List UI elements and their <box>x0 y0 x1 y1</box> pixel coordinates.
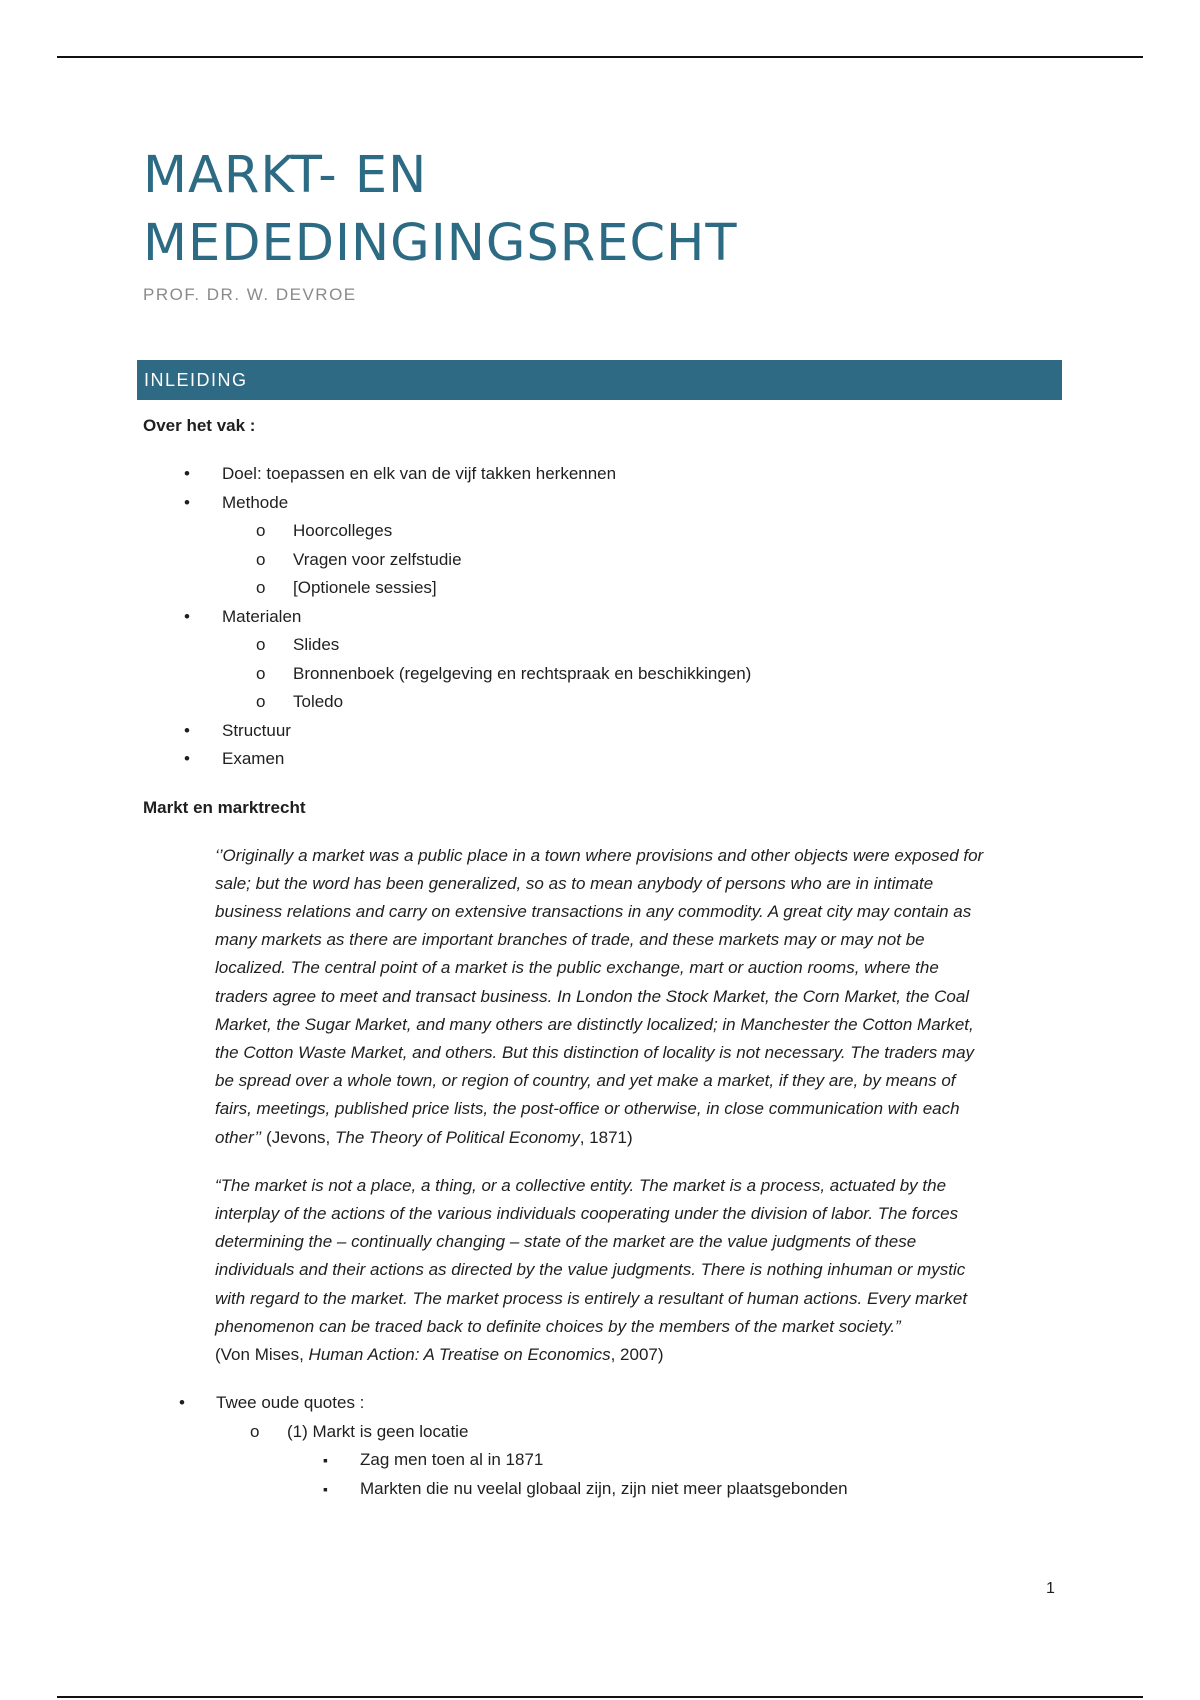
section-banner-label: INLEIDING <box>144 370 248 390</box>
quote-line: the Cotton Waste Market, and others. But this distinction of locality is not necessary. The traders may <box>215 1042 975 1062</box>
quote-line: traders agree to meet and transact business. In London the Stock Market, the Corn Market, the Coal <box>215 986 970 1006</box>
header-rule <box>57 56 1143 58</box>
quote-line: with regard to the market. The market process is entirely a resultant of human actions. Every market <box>215 1288 968 1308</box>
author-subtitle: PROF. DR. W. DEVROE <box>143 285 357 304</box>
heading-over-het-vak: Over het vak : <box>143 416 256 435</box>
quote-line: interplay of the actions of the various individuals cooperating under the division of labor. The forces <box>215 1203 959 1223</box>
list-item: • Structuur <box>143 717 1063 746</box>
quotes-summary-list <box>143 1389 1063 1503</box>
sub-list <box>222 631 1063 717</box>
list-item: • Examen <box>143 745 1063 774</box>
quote-line: ‘’Originally a market was a public place in a town where provisions and other objects were exposed for <box>215 845 984 865</box>
quote-jevons <box>215 842 1055 1152</box>
title-line-2: MEDEDINGINGSRECHT <box>143 214 738 273</box>
sub-list-item: o Vragen voor zelfstudie <box>222 546 1063 575</box>
footer-rule <box>57 1696 1143 1698</box>
course-info-list <box>143 460 1063 774</box>
sub-list-item: o [Optionele sessies] <box>222 574 1063 603</box>
quote-line: be spread over a whole town, or region of country, and yet make a market, if they are, by means of <box>215 1071 956 1091</box>
list-item: • Doel: toepassen en elk van de vijf takken herkennen <box>143 460 1063 489</box>
sub-list-item: o Bronnenboek (regelgeving en rechtspraak en beschikkingen) <box>222 660 1063 689</box>
quote-line: determining the – continually changing – state of the market are the value judgments of these <box>215 1232 917 1252</box>
sub-sub-list-item: ▪ Markten die nu veelal globaal zijn, zijn niet meer plaatsgebonden <box>287 1475 1063 1504</box>
quote-line: sale; but the word has been generalized, so as to mean anybody of persons who are in intimate <box>215 873 934 893</box>
sub-list <box>222 517 1063 603</box>
list-item: • Materialen o Slides o Bronnenboek (regelgeving en rechtspraak en beschikkingen) o Toledo <box>143 603 1063 717</box>
section-banner <box>137 360 1062 400</box>
title-line-1: MARKT- EN <box>143 146 428 205</box>
sub-list-item: o Hoorcolleges <box>222 517 1063 546</box>
page-number: 1 <box>1046 1580 1055 1597</box>
quote-citation: (Jevons, The Theory of Political Economy, 1871) <box>261 1127 633 1147</box>
quote-line: fairs, meetings, published price lists, the post-office or otherwise, in close communication with each <box>215 1099 960 1119</box>
document-body <box>143 412 1063 1523</box>
heading-markt-en-marktrecht: Markt en marktrecht <box>143 797 306 817</box>
quote-line-last: other’’ (Jevons, The Theory of Political Economy, 1871) <box>215 1127 633 1147</box>
sub-list <box>216 1418 1063 1504</box>
document-title <box>143 142 1043 278</box>
sub-list-item: o (1) Markt is geen locatie ▪ Zag men toen al in 1871 ▪ Markten die nu veelal globaal zijn, zijn niet meer plaatsgebonden <box>216 1418 1063 1504</box>
sub-list-item: o Toledo <box>222 688 1063 717</box>
quote-line: many markets as there are important branches of trade, and these markets may or may not be <box>215 930 925 950</box>
quote-citation: (Von Mises, Human Action: A Treatise on Economics, 2007) <box>215 1344 664 1364</box>
list-item: • Methode o Hoorcolleges o Vragen voor zelfstudie o [Optionele sessies] <box>143 489 1063 603</box>
sub-sub-list <box>287 1446 1063 1503</box>
quote-line: phenomenon can be traced back to definite choices by the members of the market society.” <box>215 1316 901 1336</box>
quote-line: Market, the Sugar Market, and many others are distinctly localized; in Manchester the Cotton Market, <box>215 1014 974 1034</box>
quote-line: individuals and their actions as directed by the value judgments. There is nothing inhuman or mystic <box>215 1260 966 1280</box>
list-item: • Twee oude quotes : o (1) Markt is geen locatie ▪ Zag men toen al in 1871 ▪ Markten die nu veelal globaal zijn, zijn niet meer plaatsgebonden <box>143 1389 1063 1503</box>
quote-von-mises <box>215 1172 1055 1369</box>
sub-list-item: o Slides <box>222 631 1063 660</box>
quote-line: business relations and carry on extensive transactions in any commodity. A great city may contain as <box>215 901 972 921</box>
quote-line: localized. The central point of a market is the public exchange, mart or auction rooms, where the <box>215 958 939 978</box>
quote-line: “The market is not a place, a thing, or a collective entity. The market is a process, actuated by the <box>215 1175 947 1195</box>
sub-sub-list-item: ▪ Zag men toen al in 1871 <box>287 1446 1063 1475</box>
